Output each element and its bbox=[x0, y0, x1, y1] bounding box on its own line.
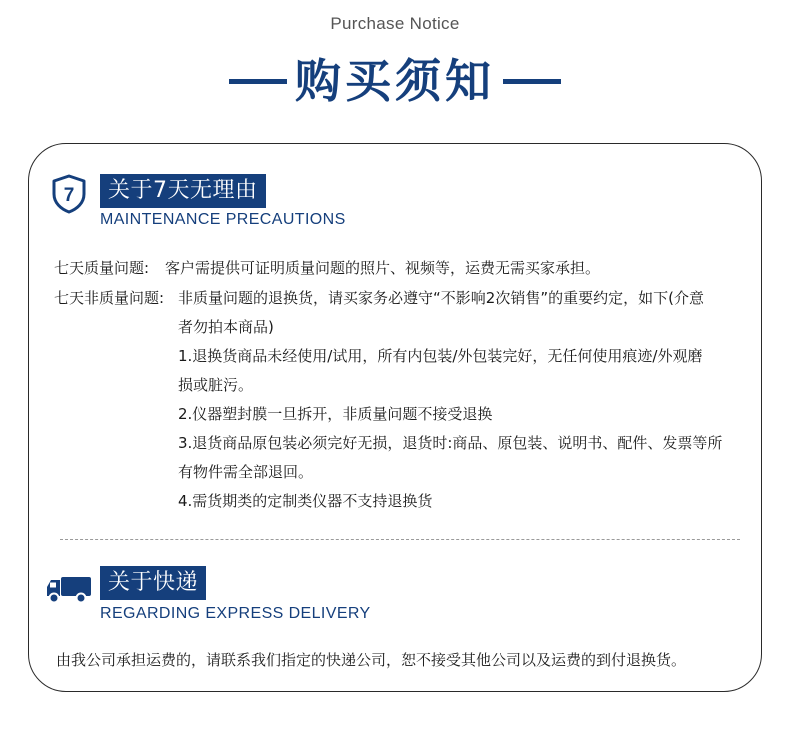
nonquality-line: 3.退货商品原包装必须完好无损，退货时:商品、原包装、说明书、配件、发票等所 bbox=[178, 434, 723, 452]
page-title bbox=[0, 46, 790, 116]
express-text: 由我公司承担运费的，请联系我们指定的快递公司，恕不接受其他公司以及运费的到付退换货。 bbox=[56, 651, 687, 669]
nonquality-line: 非质量问题的退换货，请买家务必遵守“不影响2次销售”的重要约定，如下(介意 bbox=[178, 289, 704, 307]
nonquality-line: 1.退换货商品未经使用/试用，所有内包装/外包装完好，无任何使用痕迹/外观磨 bbox=[178, 347, 703, 365]
section1-heading bbox=[100, 174, 346, 229]
nonquality-line: 者勿拍本商品) bbox=[178, 318, 274, 336]
quality-label: 七天质量问题: bbox=[54, 259, 150, 277]
nonquality-line: 有物件需全部退回。 bbox=[178, 463, 314, 481]
nonquality-line: 2.仪器塑封膜一旦拆开，非质量问题不接受退换 bbox=[178, 405, 493, 423]
section1-title: 关于7天无理由 bbox=[100, 174, 266, 208]
title-dash-right bbox=[503, 79, 561, 84]
section2-title: 关于快递 bbox=[100, 566, 206, 600]
header-subtitle: Purchase Notice bbox=[330, 14, 460, 33]
section1-subtitle: MAINTENANCE PRECAUTIONS bbox=[100, 211, 346, 228]
shield-seven-icon bbox=[51, 174, 87, 214]
title-dash-left bbox=[229, 79, 287, 84]
nonquality-line: 4.需货期类的定制类仪器不支持退换货 bbox=[178, 492, 433, 510]
nonquality-label: 七天非质量问题: bbox=[54, 289, 165, 307]
nonquality-list bbox=[178, 284, 758, 516]
truck-icon bbox=[46, 575, 92, 605]
section-divider bbox=[60, 539, 740, 540]
section2-subtitle: REGARDING EXPRESS DELIVERY bbox=[100, 605, 371, 622]
quality-text: 客户需提供可证明质量问题的照片、视频等，运费无需买家承担。 bbox=[165, 259, 601, 277]
section2-heading bbox=[100, 566, 371, 623]
page-title-text: 购买须知 bbox=[295, 54, 495, 108]
nonquality-line: 损或脏污。 bbox=[178, 376, 254, 394]
shield-number: 7 bbox=[63, 185, 75, 206]
